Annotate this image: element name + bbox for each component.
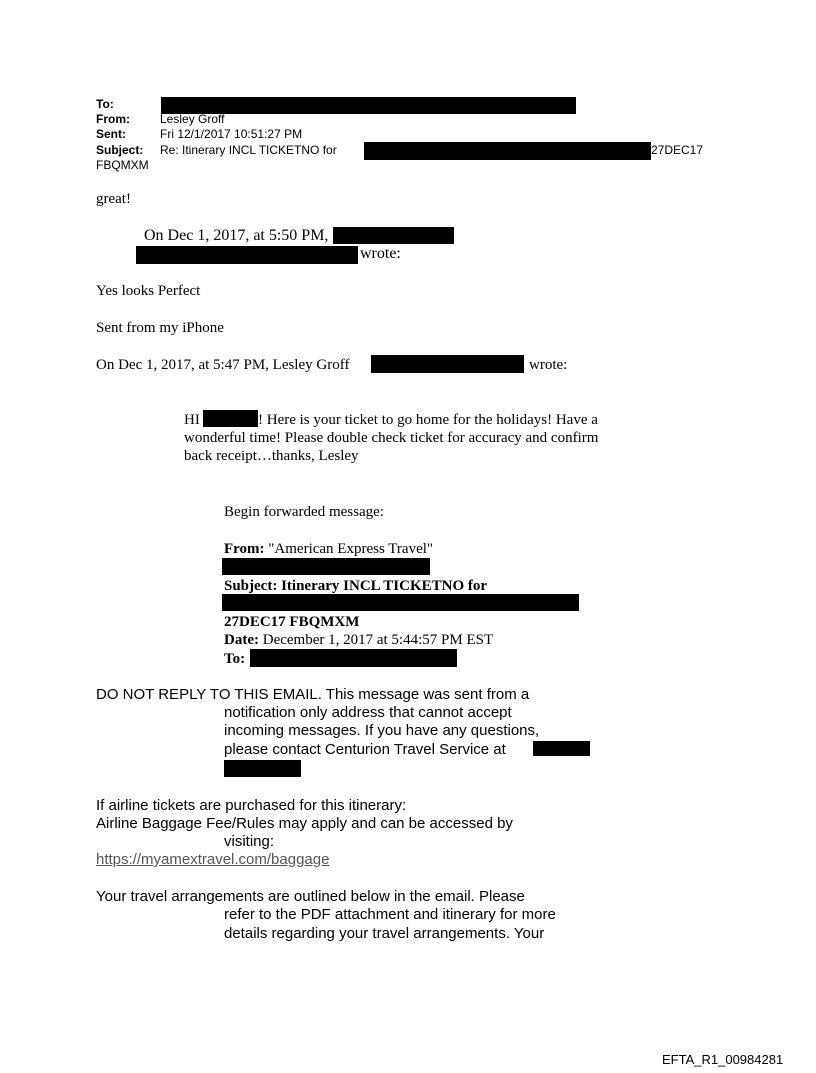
redaction-quote1-name — [333, 227, 454, 244]
notice-line1: DO NOT REPLY TO THIS EMAIL. This message was sent from a — [96, 686, 530, 703]
fwd-to-label: To: — [224, 651, 246, 667]
redaction-recipient-name — [203, 410, 258, 427]
arrangements-line1: Your travel arrangements are outlined below in the email. Please — [96, 888, 525, 905]
redaction-quote2-email — [371, 355, 524, 373]
forwarded-intro: Begin forwarded message: — [224, 504, 384, 520]
redaction-quote1-email — [136, 246, 358, 264]
msg-hi: HI — [184, 412, 200, 428]
redaction-phone-b — [224, 760, 301, 777]
redaction-fwd-to — [250, 649, 457, 667]
fwd-subject: Subject: Itinerary INCL TICKETNO for — [224, 578, 488, 594]
arrangements-line3: details regarding your travel arrangements. Your — [224, 925, 545, 942]
redaction-phone-a — [533, 741, 590, 756]
from-label: From: — [96, 112, 130, 126]
subject-suffix: 27DEC17 — [651, 143, 704, 157]
baggage-line3: visiting: — [224, 833, 275, 850]
quote2-wrote: wrote: — [529, 357, 568, 373]
notice-line3: incoming messages. If you have any questions, — [224, 722, 540, 739]
to-label: To: — [96, 97, 114, 111]
fwd-from: From: "American Express Travel" — [224, 541, 434, 557]
baggage-line2: Airline Baggage Fee/Rules may apply and can be accessed by — [96, 815, 513, 832]
msg-line2: wonderful time! Please double check ticket for accuracy and confirm — [184, 430, 599, 446]
notice-line4: please contact Centurion Travel Service at — [224, 741, 506, 758]
reply-great: great! — [96, 191, 131, 207]
msg-line3: back receipt…thanks, Lesley — [184, 448, 359, 464]
quote2-attribution: On Dec 1, 2017, at 5:47 PM, Lesley Groff — [96, 357, 350, 373]
redaction-fwd-subject — [222, 594, 579, 611]
fwd-date: Date: December 1, 2017 at 5:44:57 PM EST — [224, 632, 494, 648]
quote1-attribution: On Dec 1, 2017, at 5:50 PM, — [144, 227, 329, 244]
redaction-fwd-from-email — [222, 558, 430, 575]
baggage-line1: If airline tickets are purchased for this itinerary: — [96, 797, 407, 814]
sent-label: Sent: — [96, 127, 126, 141]
from-value: Lesley Groff — [160, 112, 225, 126]
msg-line1: ! Here is your ticket to go home for the holidays! Have a — [258, 412, 598, 428]
baggage-link[interactable]: https://myamextravel.com/baggage — [96, 851, 330, 868]
redaction-subject — [364, 142, 651, 160]
arrangements-line2: refer to the PDF attachment and itinerary for more — [224, 906, 556, 923]
subject-prefix: Re: Itinerary INCL TICKETNO for — [160, 143, 337, 157]
notice-line2: notification only address that cannot accept — [224, 704, 512, 721]
quote1-wrote: wrote: — [360, 245, 401, 262]
subject-label: Subject: — [96, 143, 144, 157]
fwd-subject-line2: 27DEC17 FBQMXM — [224, 614, 360, 630]
reply-yes-looks-perfect: Yes looks Perfect — [96, 283, 201, 299]
iphone-signature: Sent from my iPhone — [96, 320, 224, 336]
sent-value: Fri 12/1/2017 10:51:27 PM — [160, 127, 303, 141]
document-id: EFTA_R1_00984281 — [662, 1052, 784, 1067]
subject-line2: FBQMXM — [96, 158, 149, 172]
